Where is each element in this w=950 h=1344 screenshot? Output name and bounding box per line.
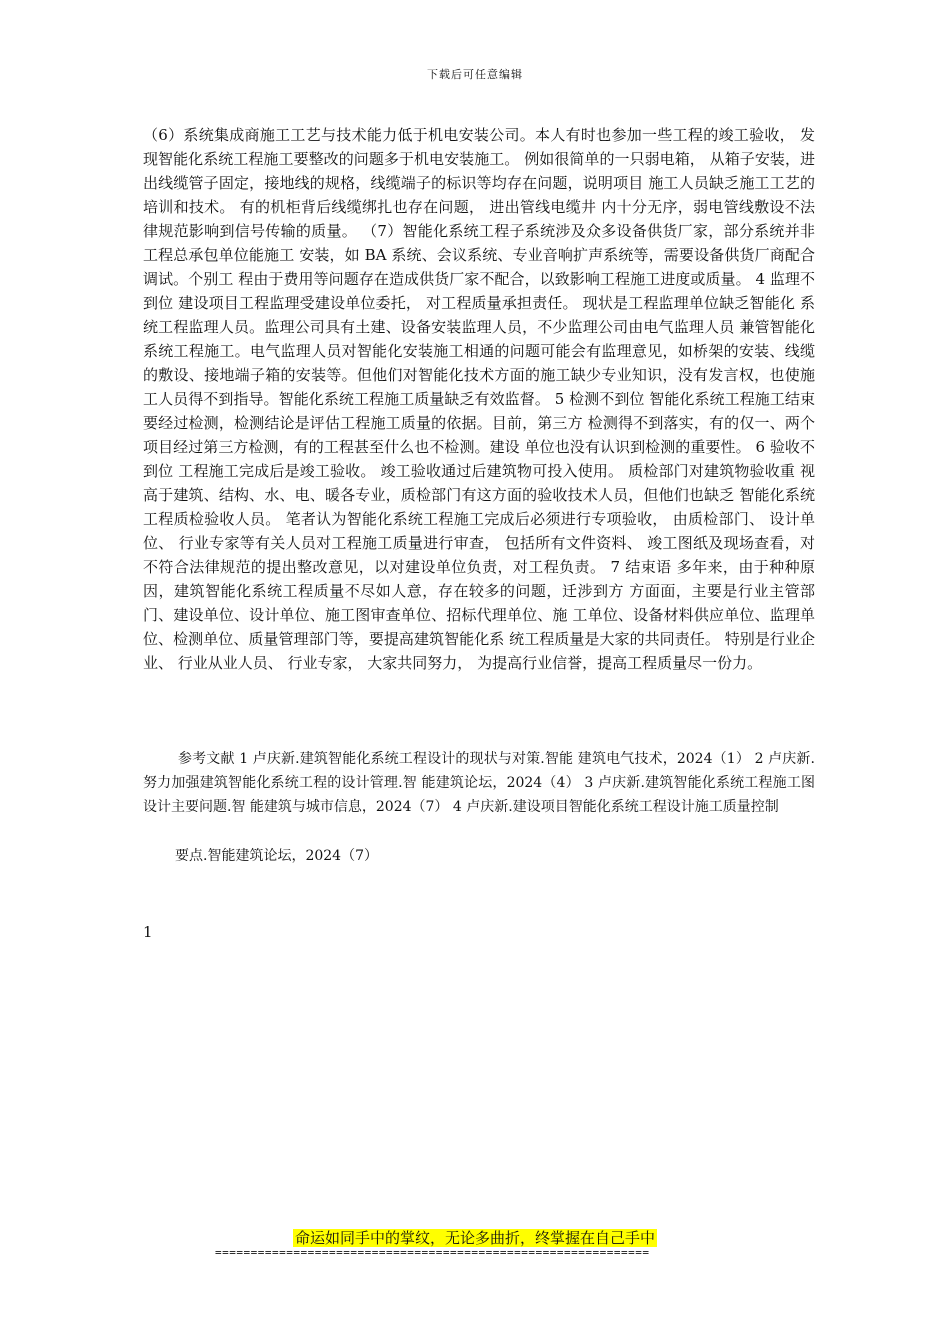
body-paragraph: （6）系统集成商施工工艺与技术能力低于机电安装公司。本人有时也参加一些工程的竣工验收， 发现智能化系统工程施工要整改的问题多于机电安装施工。 例如很简单的一只弱电箱， 从箱子安装，进出线缆管子固定，接地线的规格，线缆端子的标识等均存在问题，说明项目 施工人员缺乏施工工艺的培训和技术。 有的机柜背后线缆绑扎也存在问题， 进出管线电缆井 内十分无序，弱电管线敷设不法律规范影响到信号传输的质量。 （7）智能化系统工程子系统涉及众多设备供货厂家，部分系统并非工程总承包单位能施工 安装，如 BA 系统、会议系统、专业音响扩声系统等，需要设备供货厂商配合调试。个别工 程由于费用等问题存在造成供货厂家不配合，以致影响工程施工进度或质量。 4 监理不到位 建设项目工程监理受建设单位委托， 对工程质量承担责任。 现状是工程监理单位缺乏智能化 系统工程监理人员。监理公司具有土建、设备安装监理人员，不少监理公司由电气监理人员 兼管智能化系统工程施工。电气监理人员对智能化安装施工相通的问题可能会有监理意见，如桥架的安装、线缆的敷设、接地端子箱的安装等。但他们对智能化技术方面的施工缺少专业知识，没有发言权，也使施工人员得不到指导。智能化系统工程施工质量缺乏有效监督。 5 检测不到位 智能化系统工程施工结束要经过检测，检测结论是评估工程施工质量的依据。目前，第三方 检测得不到落实，有的仅一、两个项目经过第三方检测，有的工程甚至什么也不检测。建设 单位也没有认识到检测的重要性。 6 验收不到位 工程施工完成后是竣工验收。 竣工验收通过后建筑物可投入使用。 质检部门对建筑物验收重 视高于建筑、结构、水、电、暖各专业，质检部门有这方面的验收技术人员，但他们也缺乏 智能化系统工程质检验收人员。 笔者认为智能化系统工程施工完成后必须进行专项验收， 由质检部门、 设计单位、 行业专家等有关人员对工程施工质量进行审查， 包括所有文件资料、 竣工图纸及现场查看，对不符合法律规范的提出整改意见，以对建设单位负责，对工程负责。 7 结束语 多年来，由于种种原因，建筑智能化系统工程质量不尽如人意，存在较多的问题，迁涉到方 方面面，主要是行业主管部门、建设单位、设计单位、施工图审查单位、招标代理单位、施 工单位、设备材料供应单位、监理单位、检测单位、质量管理部门等，要提高建筑智能化系 统工程质量是大家的共同责任。 特别是行业企业、 行业从业人员、 行业专家， 大家共同努力， 为提高行业信誉，提高工程质量尽一份力。 <box>143 126 815 672</box>
references-tail: 要点.智能建筑论坛，2024（7） <box>175 848 378 864</box>
page-number: 1 <box>143 923 153 941</box>
footer-slogan <box>0 1228 950 1248</box>
page-header-note: 下载后可任意编辑 <box>427 68 523 81</box>
references-paragraph: 参考文献 1 卢庆新.建筑智能化系统工程设计的现状与对策.智能 建筑电气技术，2024（1） 2 卢庆新.努力加强建筑智能化系统工程的设计管理.智 能建筑论坛，2024（4） 3 卢庆新.建筑智能化系统工程施工图设计主要问题.智 能建筑与城市信息，2024（7） 4 卢庆新.建设项目智能化系统工程设计施工质量控制 <box>143 751 815 815</box>
footer-slogan-text: 命运如同手中的掌纹，无论多曲折，终掌握在自己手中 <box>294 1229 655 1247</box>
footer-divider-rule: ============================================================= <box>215 1246 650 1259</box>
